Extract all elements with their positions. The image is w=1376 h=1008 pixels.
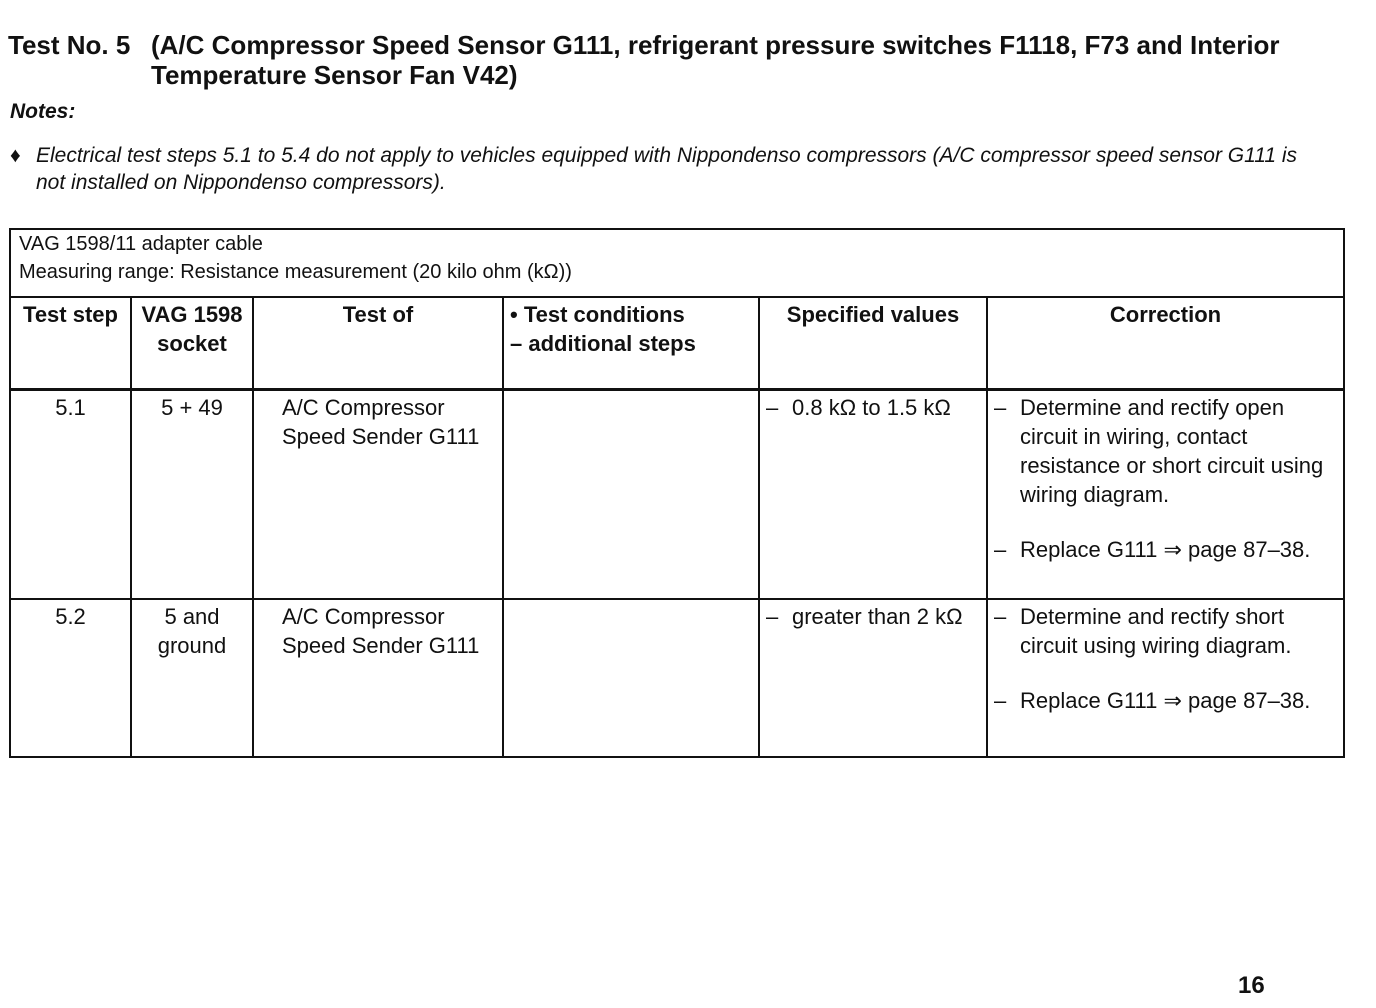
table-info xyxy=(19,230,1339,286)
cell-correction xyxy=(987,389,1343,599)
correction-item xyxy=(994,535,1337,564)
correction-text: Replace G111 ⇒ page 87–38. xyxy=(1020,536,1311,562)
cell-step: 5.1 xyxy=(11,389,131,599)
header-conditions-line2: – additional steps xyxy=(510,331,696,356)
dash-marker: – xyxy=(766,604,779,629)
cell-step: 5.2 xyxy=(11,599,131,756)
cell-socket: 5 and ground xyxy=(131,599,253,756)
cell-specified xyxy=(759,389,987,599)
test-table-frame xyxy=(9,228,1345,758)
header-socket: VAG 1598 socket xyxy=(131,297,253,389)
specified-value: greater than 2 kΩ xyxy=(792,604,963,629)
correction-text: Determine and rectify short circuit using wiring diagram. xyxy=(1020,604,1292,658)
header-test-of: Test of xyxy=(253,297,503,389)
correction-text: Determine and rectify open circuit in wiring, contact resistance or short circuit using wiring diagram. xyxy=(1020,394,1324,507)
test-title: (A/C Compressor Speed Sensor G111, refrigerant pressure switches F1118, F73 and Interior Temperature Sensor Fan V42) xyxy=(151,30,1280,90)
page-number: 16 xyxy=(1238,972,1265,999)
test-number: Test No. 5 xyxy=(8,30,131,60)
correction-item xyxy=(994,393,1337,509)
cell-conditions xyxy=(503,599,759,756)
bullet-icon: ♦ xyxy=(10,144,21,167)
header-conditions-line1: • Test conditions xyxy=(510,302,685,327)
correction-item xyxy=(994,686,1337,715)
dash-marker: – xyxy=(994,604,1007,629)
specified-value: 0.8 kΩ to 1.5 kΩ xyxy=(792,394,951,420)
dash-marker: – xyxy=(994,536,1007,562)
dash-marker: – xyxy=(994,394,1007,420)
cell-test-of: A/C Compressor Speed Sender G111 xyxy=(253,389,503,599)
cell-specified xyxy=(759,599,987,756)
table-row xyxy=(11,599,1343,756)
table-header-row xyxy=(11,297,1343,389)
table-row xyxy=(11,389,1343,599)
cell-conditions xyxy=(503,389,759,599)
dash-marker: – xyxy=(766,394,779,420)
test-table xyxy=(11,296,1343,756)
header-test-step: Test step xyxy=(11,297,131,389)
correction-item xyxy=(994,602,1337,660)
dash-marker: – xyxy=(994,688,1007,713)
cell-socket: 5 + 49 xyxy=(131,389,253,599)
measuring-range-line: Measuring range: Resistance measurement (20 kilo ohm (kΩ)) xyxy=(19,261,572,283)
header-conditions xyxy=(503,297,759,389)
adapter-cable-line: VAG 1598/11 adapter cable xyxy=(19,233,263,255)
cell-test-of: A/C Compressor Speed Sender G111 xyxy=(253,599,503,756)
header-correction: Correction xyxy=(987,297,1343,389)
specified-item xyxy=(766,602,980,631)
specified-item xyxy=(766,393,980,422)
notes-label: Notes: xyxy=(10,100,76,123)
cell-correction xyxy=(987,599,1343,756)
correction-text: Replace G111 ⇒ page 87–38. xyxy=(1020,688,1311,713)
note-text: Electrical test steps 5.1 to 5.4 do not apply to vehicles equipped with Nippondenso compressors (A/C compressor speed sensor G111 is not installed on Nippondenso compressors). xyxy=(36,144,1298,194)
header-specified-values: Specified values xyxy=(759,297,987,389)
